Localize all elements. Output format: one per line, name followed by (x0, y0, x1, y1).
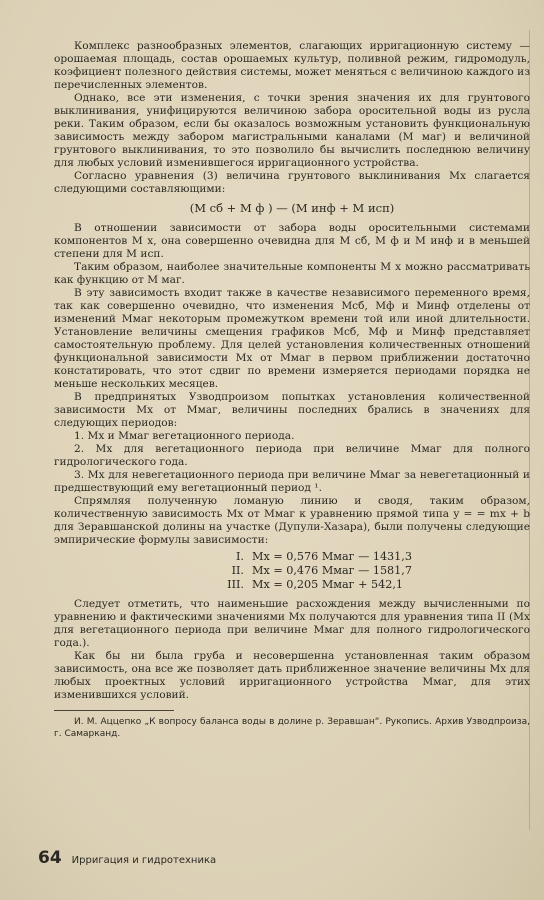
paragraph: Согласно уравнения (3) величина грунтового выклинивания Мх слагается следующими составляющими: (54, 170, 530, 195)
equation-row (54, 550, 530, 564)
equation-body: Мх = 0,205 Ммаг + 542,1 (252, 578, 404, 591)
equation-number: II. (231, 564, 244, 577)
equation-row (54, 564, 530, 578)
paragraph: В отношении зависимости от забора воды оросительными системами компонентов М х, она совершенно очевидна для М сб, М ф и М инф и в меньшей степени для М исп. (54, 222, 530, 260)
paragraph: Как бы ни была груба и несовершенна установленная таким образом зависимость, она все же позволяет дать приближенное значение величины Мх для любых проектных условий ирригационного устройства Ммаг, для этих изменившихся условий. (54, 650, 530, 701)
equation-body: Мх = 0,476 Ммаг — 1581,7 (252, 564, 412, 577)
main-text (54, 40, 530, 740)
footnote (54, 716, 530, 740)
running-title: Ирригация и гидротехника (71, 855, 217, 866)
period-item: 1. Мх и Ммаг вегетационного периода. (74, 430, 295, 442)
paragraph: Однако, все эти изменения, с точки зрения значения их для грунтового выклинивания, унифицируются величиною забора оросительной воды из русла реки. Таким образом, если бы оказалось возможным установить функциональную зависимость между забором магистральными каналами (М маг) и величиной грунтового выклинивания, то это позволило бы вычислить последнюю величину для любых условий изменившегося ирригационного устройства. (54, 92, 530, 169)
page-footer (38, 848, 216, 868)
paragraph: Комплекс разнообразных элементов, слагающих ирригационную систему — орошаемая площадь, состав орошаемых культур, поливной режим, гидромодуль, коэфициент полезного действия системы, может меняться с величиною каждого из перечисленных элементов. (54, 40, 530, 91)
paragraph: Таким образом, наиболее значительные компоненты М х можно рассматривать как функцию от М маг. (54, 261, 530, 286)
formula: (М сб + М ф ) — (М инф + М исп) (189, 201, 395, 215)
page-number: 64 (38, 848, 62, 868)
equation-row (54, 578, 530, 592)
period-item: 2. Мх для вегетационного периода при величине Ммаг для полного гидрологического года. (54, 443, 530, 468)
equation-list (54, 550, 530, 592)
equation-body: Мх = 0,576 Ммаг — 1431,3 (252, 550, 412, 563)
paragraph: В предпринятых Узводпроизом попытках установления количественной зависимости Мх от Ммаг, величины последних брались в значениях для следующих периодов: (54, 391, 530, 429)
paragraph: Следует отметить, что наименьшие расхождения между вычисленными по уравнению и фактическими значениями Мх получаются для уравнения типа II (Мх для вегетационного периода при величине Ммаг для полного гидрологического года.). (54, 598, 530, 649)
period-item: 3. Мх для невегетационного периода при величине Ммаг за невегетационный и предшествующий ему вегетационный период ¹. (54, 469, 530, 494)
footnote-divider (54, 710, 174, 711)
footnote-text: И. М. Аццепко „К вопросу баланса воды в долине р. Зеравшан“. Рукопись. Архив Узводпроиза, г. Самарканд. (54, 717, 530, 739)
paragraph: В эту зависимость входит также в качестве независимого переменного время, так как совершенно очевидно, что изменения Мсб, Мф и Минф отделены от изменений Ммаг некоторым промежутком времени той или иной длительности. Установление величины смещения графиков Мсб, Мф и Минф представляет самостоятельную проблему. Для целей установления количественных отношений функциональной зависимости Мх от Ммаг в первом приближении достаточно констатировать, что этот сдвиг по времени измеряется периодами порядка не меньше нескольких месяцев. (54, 287, 530, 390)
paragraph: Спрямляя полученную ломаную линию и сводя, таким образом, количественную зависимость Мх от Ммаг к уравнению прямой типа y = = mx + b для Зеравшанской долины на участке (Дупули-Хазара), были получены следующие эмпирические формулы зависимости: (54, 495, 530, 546)
equation-number: III. (227, 578, 244, 591)
equation-number: I. (236, 550, 244, 563)
